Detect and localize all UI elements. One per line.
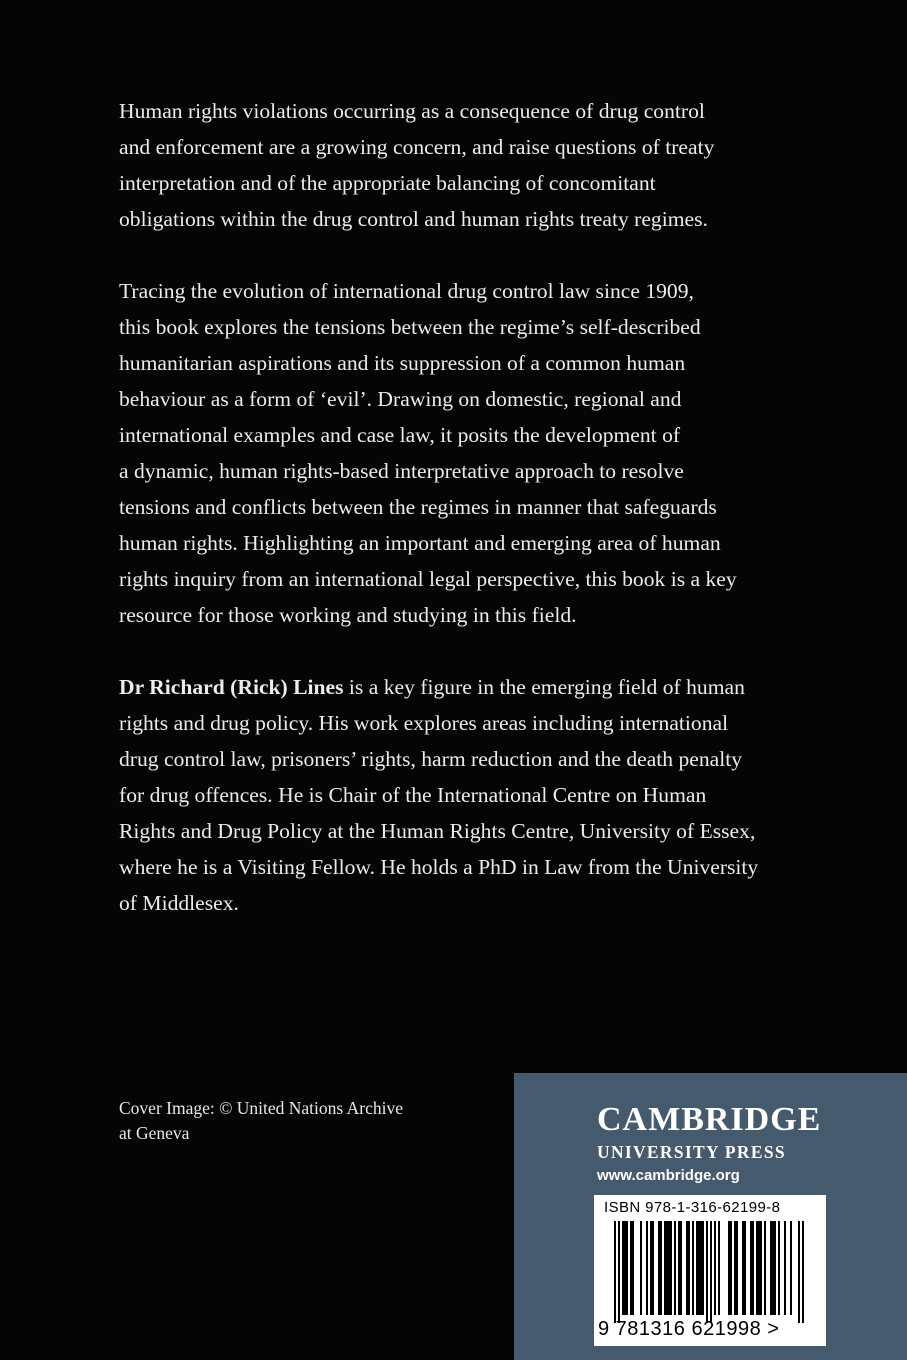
- text-line: rights and drug policy. His work explores areas including international: [119, 711, 729, 735]
- barcode-bar: [774, 1221, 776, 1315]
- back-cover-blurb: [119, 93, 799, 957]
- text-line: interpretation and of the appropriate balancing of concomitant: [119, 171, 656, 195]
- text-line: human rights. Highlighting an important and emerging area of human: [119, 531, 721, 555]
- barcode-bar: [778, 1221, 780, 1315]
- barcode-bar: [658, 1221, 660, 1315]
- text-line: and enforcement are a growing concern, and raise questions of treaty: [119, 135, 715, 159]
- barcode-bar: [692, 1221, 694, 1315]
- barcode-bar: [650, 1221, 652, 1315]
- barcode-bar: [798, 1221, 800, 1323]
- text-line: obligations within the drug control and human rights treaty regimes.: [119, 207, 708, 231]
- publisher-panel: [514, 1073, 907, 1360]
- barcode-bar: [698, 1221, 700, 1315]
- barcode-bar: [706, 1221, 708, 1323]
- text-line: Tracing the evolution of international drug control law since 1909,: [119, 279, 694, 303]
- barcode-bar: [622, 1221, 624, 1315]
- author-bio-paragraph: [119, 669, 799, 921]
- barcode-bar: [728, 1221, 730, 1315]
- barcode-bar: [758, 1221, 760, 1315]
- barcode-bar: [686, 1221, 688, 1315]
- barcode-bar: [646, 1221, 648, 1315]
- barcode-bar: [734, 1221, 736, 1315]
- ean-number: 9 781316 621998: [598, 1318, 762, 1340]
- barcode-end-marker: >: [767, 1318, 780, 1340]
- text-line: Rights and Drug Policy at the Human Rights Centre, University of Essex,: [119, 819, 756, 843]
- text-line: where he is a Visiting Fellow. He holds a PhD in Law from the University: [119, 855, 759, 879]
- credit-line: at Geneva: [119, 1123, 190, 1143]
- barcode-bar: [784, 1221, 786, 1315]
- cover-image-credit: [119, 1096, 459, 1146]
- text-line: resource for those working and studying in this field.: [119, 603, 577, 627]
- barcode-bar: [730, 1221, 732, 1315]
- barcode-bar: [630, 1221, 632, 1315]
- barcode-bar: [772, 1221, 774, 1315]
- barcode-bar: [718, 1221, 720, 1315]
- ean-digits: [598, 1318, 779, 1340]
- credit-line: Cover Image: © United Nations Archive: [119, 1098, 403, 1118]
- barcode-bar: [680, 1221, 682, 1315]
- barcode-bar: [652, 1221, 654, 1315]
- barcode-bar: [670, 1221, 672, 1315]
- barcode-bar: [802, 1221, 804, 1323]
- barcode-bar: [702, 1221, 704, 1315]
- text-line: rights inquiry from an international legal perspective, this book is a key: [119, 567, 737, 591]
- barcode-bar: [664, 1221, 666, 1315]
- text-line: behaviour as a form of ‘evil’. Drawing on domestic, regional and: [119, 387, 682, 411]
- barcode-bar: [742, 1221, 744, 1315]
- barcode-bar: [688, 1221, 690, 1315]
- barcode-bar: [700, 1221, 702, 1315]
- barcode-bar: [624, 1221, 626, 1315]
- barcode-bar: [710, 1221, 712, 1323]
- text-line: international examples and case law, it posits the development of: [119, 423, 681, 447]
- isbn-label: ISBN 978-1-316-62199-8: [604, 1199, 781, 1216]
- barcode-bar: [752, 1221, 754, 1315]
- barcode-bar: [696, 1221, 698, 1315]
- barcode-bar: [764, 1221, 766, 1315]
- barcode-bar: [678, 1221, 680, 1315]
- barcode-bar: [640, 1221, 642, 1315]
- barcode-bar: [744, 1221, 746, 1315]
- barcode-bar: [756, 1221, 758, 1315]
- text-line: drug control law, prisoners’ rights, harm reduction and the death penalty: [119, 747, 743, 771]
- barcode-bar: [632, 1221, 634, 1315]
- barcode-bar: [770, 1221, 772, 1315]
- text-line: Human rights violations occurring as a consequence of drug control: [119, 99, 705, 123]
- author-name: Dr Richard (Rick) Lines: [119, 675, 344, 699]
- barcode-bar: [750, 1221, 752, 1315]
- text-line: humanitarian aspirations and its suppression of a common human: [119, 351, 686, 375]
- barcode-bar: [668, 1221, 670, 1315]
- barcode-bar: [714, 1221, 716, 1315]
- description-paragraph-1: [119, 93, 799, 237]
- barcode-bar: [626, 1221, 628, 1315]
- author-bio-first-line: [119, 669, 799, 705]
- barcode-bar: [660, 1221, 662, 1315]
- barcode-bar: [674, 1221, 676, 1315]
- text-line: tensions and conflicts between the regimes in manner that safeguards: [119, 495, 717, 519]
- barcode-bar: [736, 1221, 738, 1315]
- text-fragment: is a key figure in the emerging field of human: [343, 675, 745, 699]
- barcode-bar: [760, 1221, 762, 1315]
- text-line: of Middlesex.: [119, 891, 239, 915]
- publisher-press: UNIVERSITY PRESS: [597, 1142, 786, 1162]
- barcode-bar: [666, 1221, 668, 1315]
- barcode-bar: [618, 1221, 620, 1323]
- barcode-bar: [790, 1221, 792, 1315]
- publisher-url: www.cambridge.org: [597, 1167, 740, 1184]
- description-paragraph-2: [119, 273, 799, 633]
- text-line: for drug offences. He is Chair of the International Centre on Human: [119, 783, 707, 807]
- publisher-name: CAMBRIDGE: [597, 1101, 822, 1138]
- isbn-barcode: [594, 1195, 826, 1346]
- text-line: a dynamic, human rights-based interpretative approach to resolve: [119, 459, 684, 483]
- text-line: this book explores the tensions between the regime’s self-described: [119, 315, 701, 339]
- barcode-bar: [614, 1221, 616, 1323]
